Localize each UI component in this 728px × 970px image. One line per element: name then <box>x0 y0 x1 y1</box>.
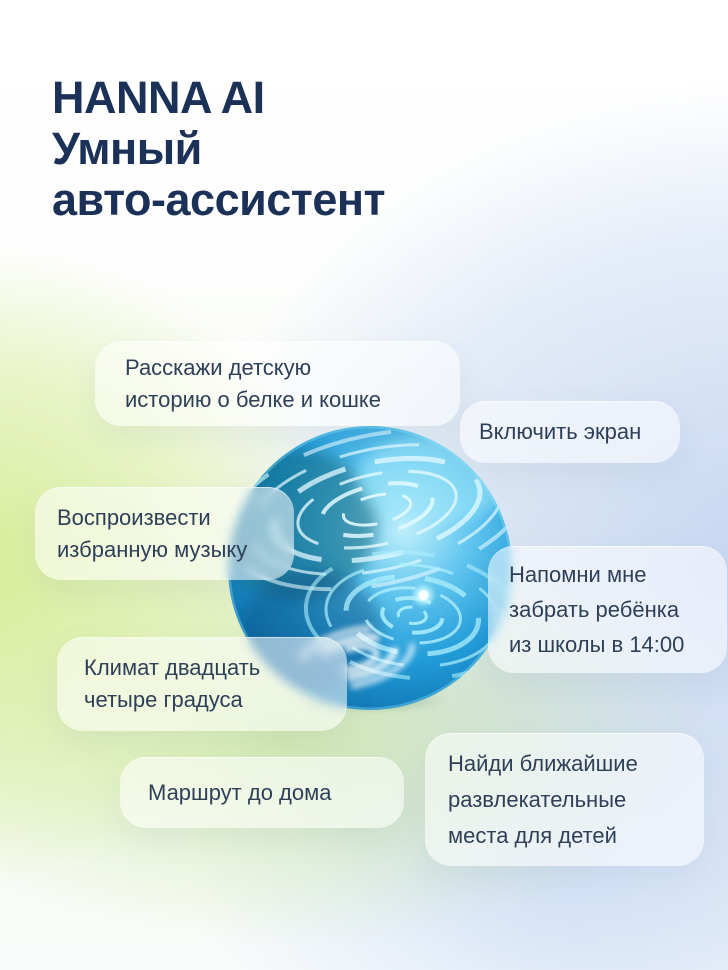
command-bubble-reminder <box>488 546 727 673</box>
bubble-line: четыре градуса <box>84 687 243 712</box>
command-bubble-play-music <box>35 487 294 580</box>
bubble-line: Маршрут до дома <box>148 779 332 805</box>
command-bubble-climate <box>57 637 347 731</box>
bubble-line: Найди ближайшие <box>448 750 638 776</box>
subtitle-line-1: Умный <box>52 123 202 174</box>
bubble-line: забрать ребёнка <box>509 597 680 622</box>
bubble-line: развлекательные <box>448 786 627 812</box>
bubble-line: историю о белке и кошке <box>125 386 382 412</box>
command-bubble-screen-on <box>460 401 680 463</box>
bubble-line: Воспроизвести <box>57 504 211 530</box>
title-block <box>52 72 385 225</box>
bubble-line: места для детей <box>448 822 617 848</box>
bubble-line: Напомни мне <box>509 562 647 587</box>
command-bubble-kids-story <box>95 341 460 426</box>
command-bubble-kids-places <box>425 733 704 866</box>
command-bubble-route-home <box>120 757 404 828</box>
bubble-line: Расскажи детскую <box>125 354 312 380</box>
subtitle-line-2: авто-ассистент <box>52 174 386 225</box>
bubble-line: Климат двадцать <box>84 655 261 680</box>
bubble-line: Включить экран <box>479 419 642 444</box>
bubble-line: из школы в 14:00 <box>509 632 685 657</box>
brand-title: HANNA AI <box>52 72 265 123</box>
bubble-line: избранную музыку <box>57 536 248 562</box>
